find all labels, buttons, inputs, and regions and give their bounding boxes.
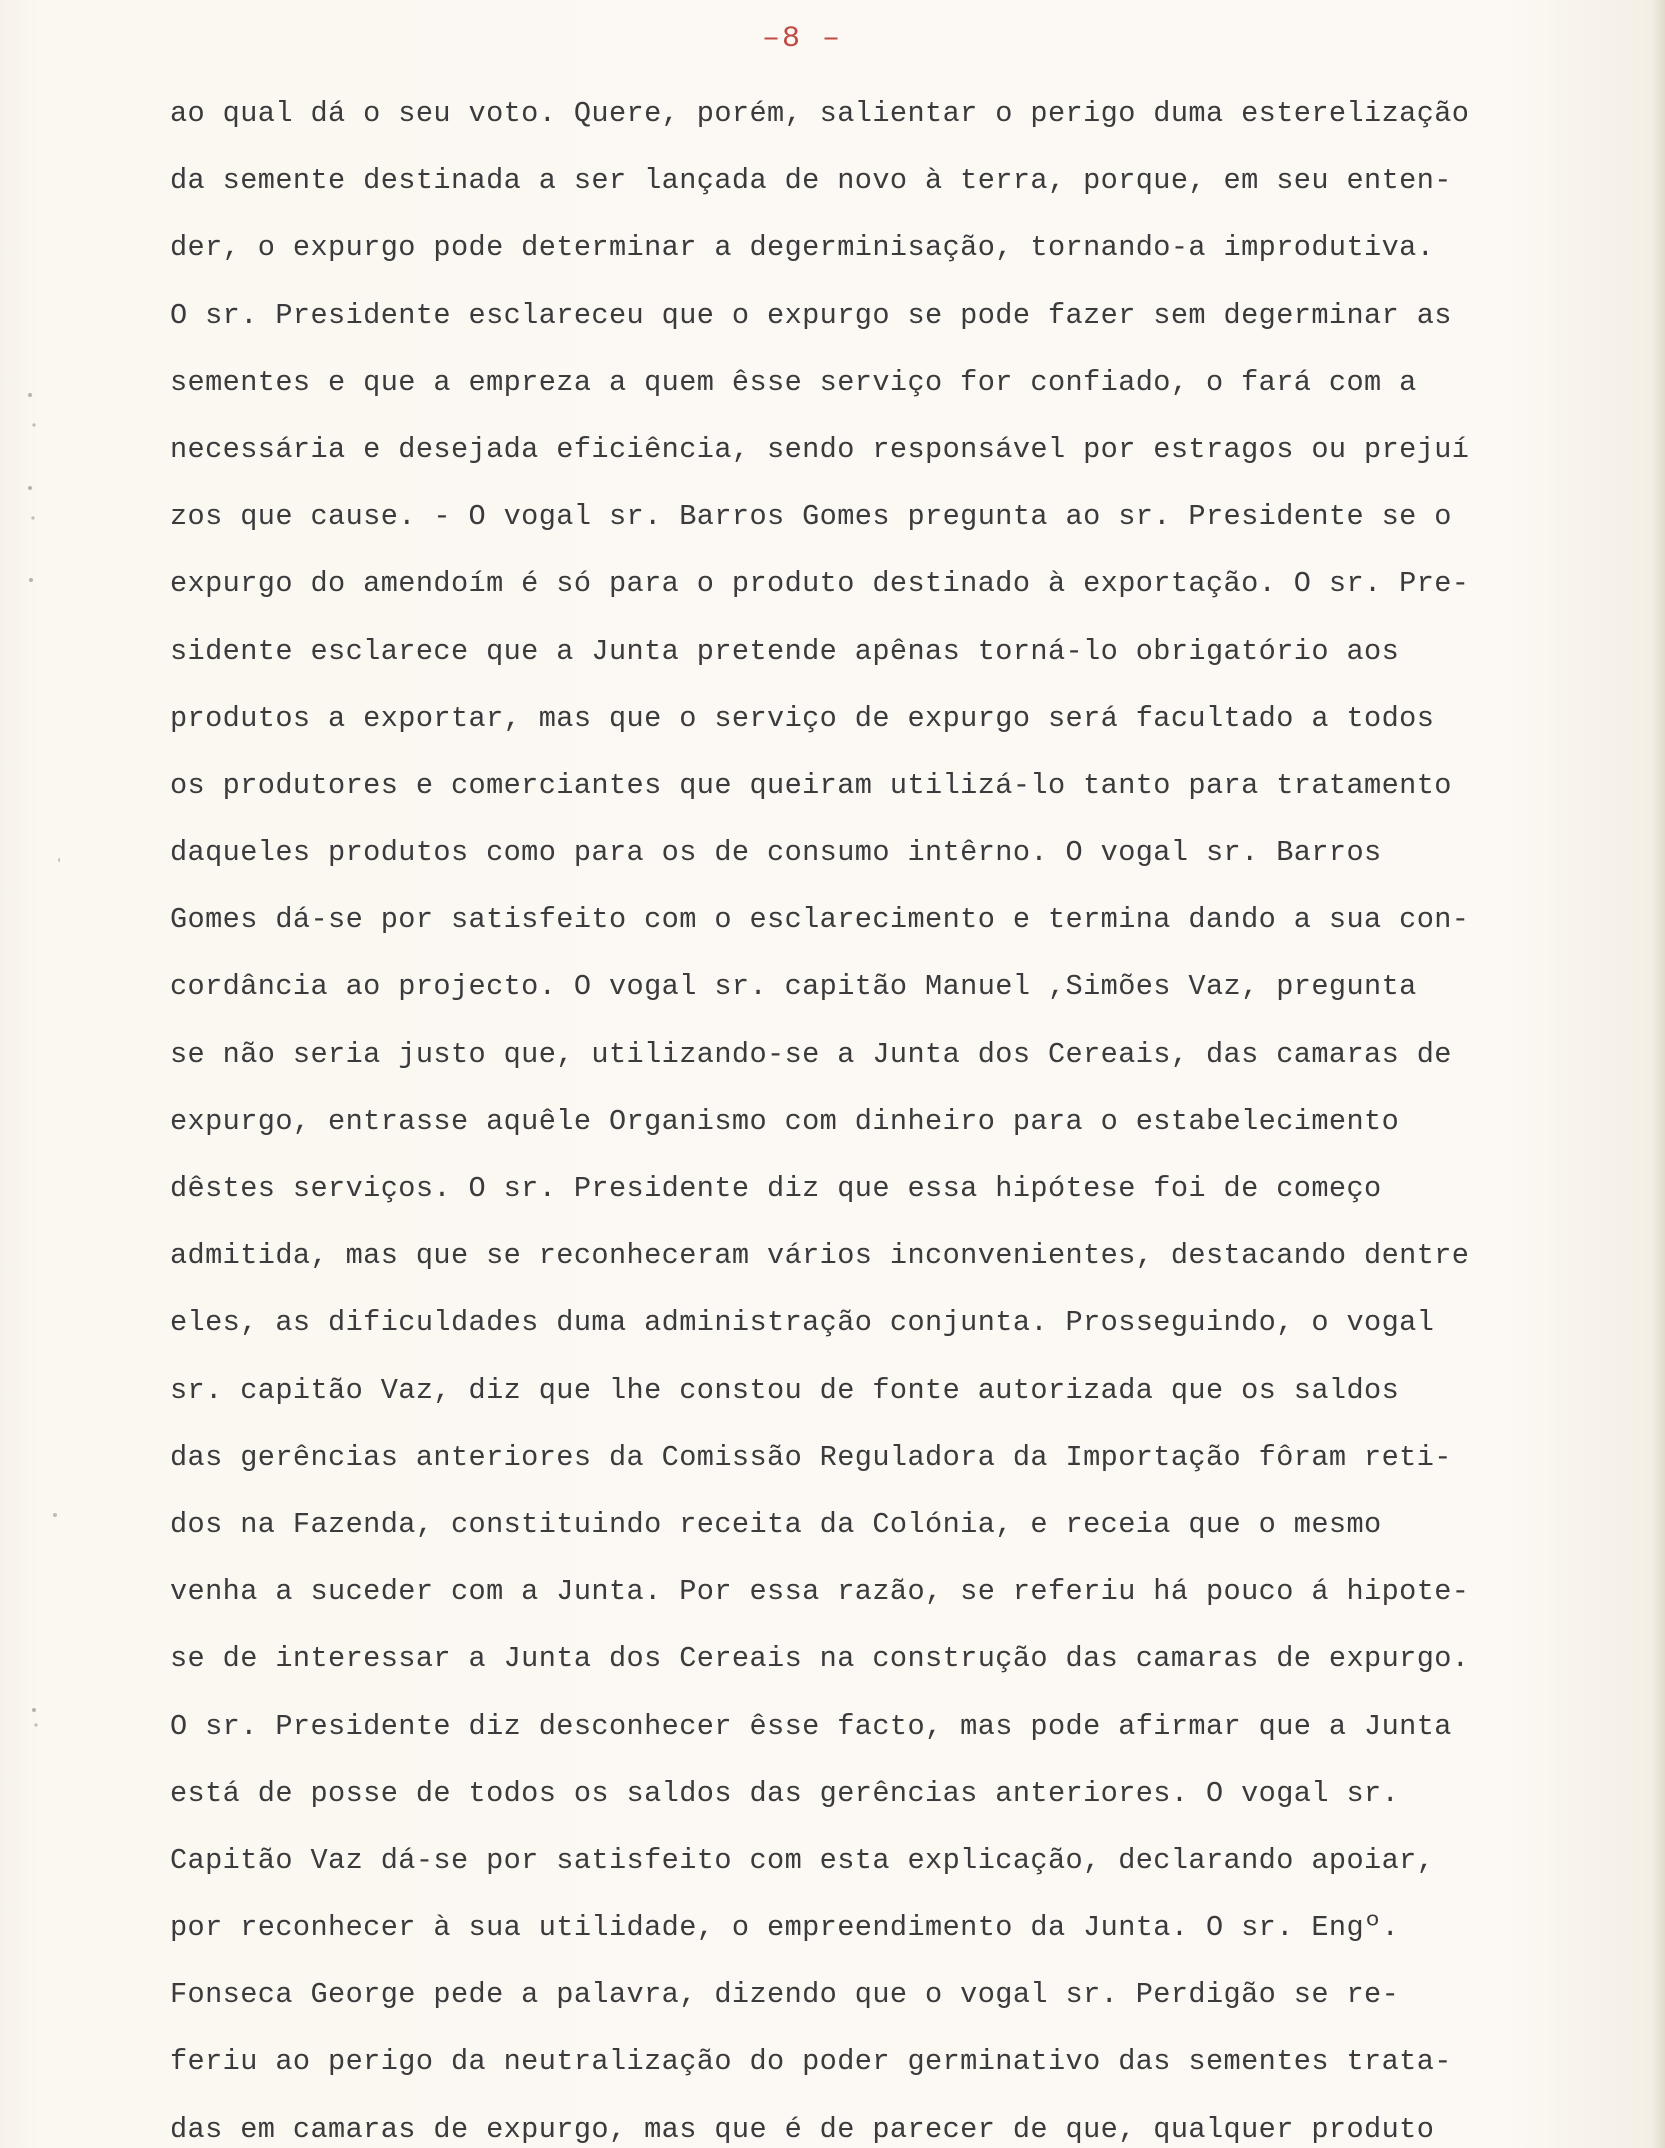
- text-line: expurgo, entrasse aquêle Organismo com dinheiro para o estabelecimento: [170, 1104, 1400, 1138]
- text-line: zos que cause. - O vogal sr. Barros Gomes pregunta ao sr. Presidente se o: [170, 500, 1452, 534]
- text-line: necessária e desejada eficiência, sendo responsável por estragos ou prejuí: [170, 432, 1470, 466]
- page-number: – 8 –: [752, 22, 852, 56]
- text-line: cordância ao projecto. O vogal sr. capitão Manuel ,Simões Vaz, pregunta: [170, 970, 1417, 1004]
- text-line: das gerências anteriores da Comissão Reguladora da Importação fôram reti-: [170, 1440, 1452, 1474]
- text-line: se não seria justo que, utilizando-se a Junta dos Cereais, das camaras de: [170, 1037, 1452, 1071]
- text-line: venha a suceder com a Junta. Por essa razão, se referiu há pouco á hipote-: [170, 1575, 1470, 1609]
- text-line: Fonseca George pede a palavra, dizendo que o vogal sr. Perdigão se re-: [170, 1978, 1400, 2012]
- binding-marks: [0, 0, 60, 2148]
- text-line: der, o expurgo pode determinar a degerminisação, tornando-a improdutiva.: [170, 231, 1435, 265]
- text-line: os produtores e comerciantes que queiram utilizá-lo tanto para tratamento: [170, 768, 1452, 802]
- binding-dot: [34, 1723, 37, 1726]
- text-line: sementes e que a empreza a quem êsse serviço for confiado, o fará com a: [170, 365, 1417, 399]
- text-line: da semente destinada a ser lançada de novo à terra, porque, em seu enten-: [170, 164, 1452, 198]
- binding-dot: [32, 423, 35, 426]
- binding-dot: [28, 393, 32, 397]
- text-line: está de posse de todos os saldos das gerências anteriores. O vogal sr.: [170, 1776, 1400, 1810]
- text-line: Gomes dá-se por satisfeito com o esclarecimento e termina dando a sua con-: [170, 903, 1470, 937]
- text-line: daqueles produtos como para os de consumo intêrno. O vogal sr. Barros: [170, 836, 1382, 870]
- text-line: das em camaras de expurgo, mas que é de parecer de que, qualquer produto: [170, 2112, 1435, 2146]
- text-line: O sr. Presidente esclareceu que o expurgo se pode fazer sem degerminar as: [170, 298, 1452, 332]
- binding-dot: [28, 486, 32, 490]
- text-line: Capitão Vaz dá-se por satisfeito com esta explicação, declarando apoiar,: [170, 1843, 1435, 1877]
- binding-dot: [31, 516, 34, 519]
- text-line: feriu ao perigo da neutralização do poder germinativo das sementes trata-: [170, 2045, 1452, 2079]
- text-line: produtos a exportar, mas que o serviço de expurgo será facultado a todos: [170, 701, 1435, 735]
- body-text: [170, 80, 1650, 2148]
- binding-dot: [32, 1708, 36, 1712]
- binding-dot: [29, 578, 33, 582]
- text-line: sr. capitão Vaz, diz que lhe constou de fonte autorizada que os saldos: [170, 1373, 1400, 1407]
- text-line: por reconhecer à sua utilidade, o empreendimento da Junta. O sr. Engº.: [170, 1911, 1400, 1945]
- page-edge-shadow: [1651, 0, 1665, 2148]
- text-line: se de interessar a Junta dos Cereais na construção das camaras de expurgo.: [170, 1642, 1470, 1676]
- text-line: sidente esclarece que a Junta pretende apênas torná-lo obrigatório aos: [170, 634, 1400, 668]
- text-line: O sr. Presidente diz desconhecer êsse facto, mas pode afirmar que a Junta: [170, 1709, 1452, 1743]
- text-line: ao qual dá o seu voto. Quere, porém, salientar o perigo duma esterelização: [170, 97, 1470, 130]
- binding-dot: [58, 858, 60, 862]
- text-line: admitida, mas que se reconheceram vários inconvenientes, destacando dentre: [170, 1239, 1470, 1273]
- text-line: dêstes serviços. O sr. Presidente diz que essa hipótese foi de começo: [170, 1172, 1382, 1205]
- text-line: eles, as dificuldades duma administração conjunta. Prosseguindo, o vogal: [170, 1306, 1435, 1340]
- binding-dot: [53, 1513, 57, 1517]
- text-line: dos na Fazenda, constituindo receita da Colónia, e receia que o mesmo: [170, 1507, 1382, 1541]
- text-line: expurgo do amendoím é só para o produto destinado à exportação. O sr. Pre-: [170, 567, 1470, 601]
